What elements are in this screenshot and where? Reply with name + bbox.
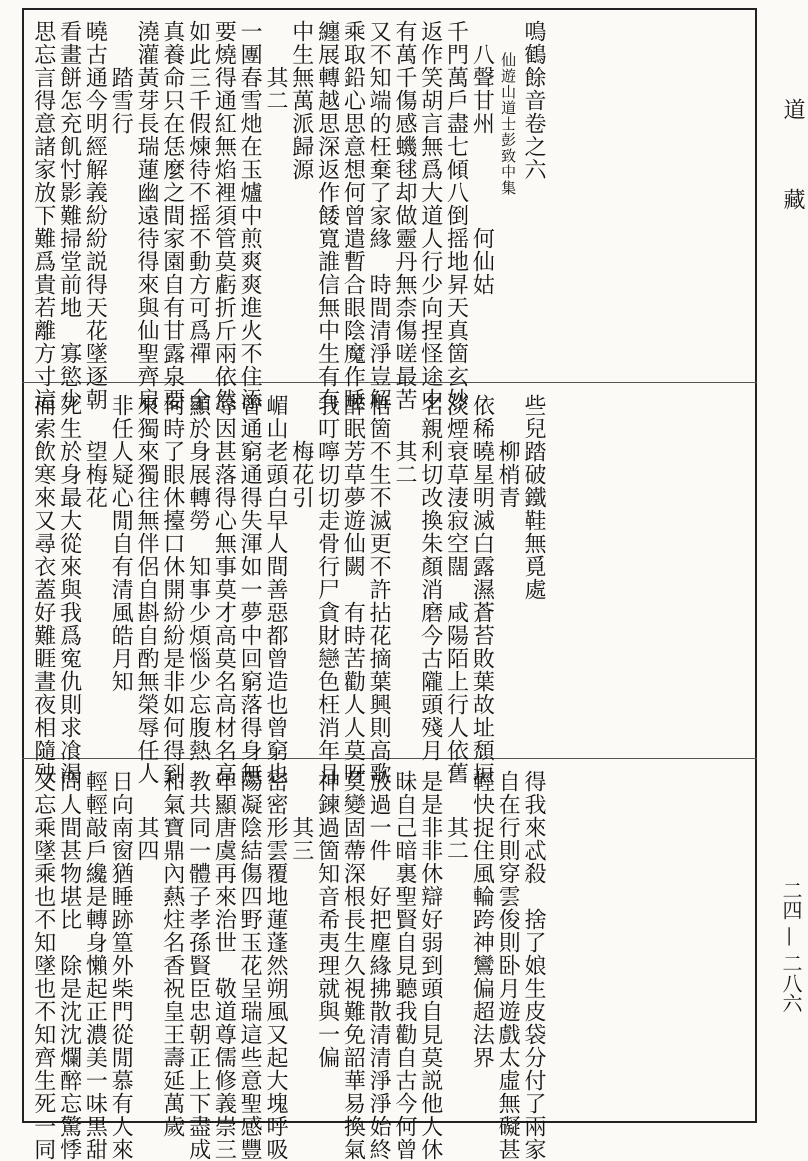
- text-column: 何時了眼休擡口休開紛紛是非如何得到: [159, 394, 185, 785]
- text-column: 悟箇不生不滅更不許拈花摘葉興則高歌: [366, 394, 392, 785]
- text-column: 又忘乘墜乘也不知墜也不知齊生死一同: [30, 770, 56, 1161]
- text-column: 輕輕敲戶纔是轉身懶起正濃美一味黒甜: [82, 770, 108, 1161]
- text-column: 其二: [443, 770, 469, 862]
- text-column: 曉古通今明經解義紛紛説得天花墜逐朝: [82, 20, 108, 411]
- text-column: 其四: [133, 770, 159, 862]
- text-column: 梅花引: [288, 394, 314, 509]
- text-column: 中生無萬派歸源: [288, 20, 314, 181]
- text-column: 陽凝陰結傷四野玉花呈瑞這些意聖感豐: [237, 770, 263, 1161]
- text-column: 淡煙衰草淒寂空闊 咸陽陌上行人依舊: [443, 394, 469, 785]
- text-column: 輕快捉住風輪跨神鸞偏超法界: [469, 770, 495, 1069]
- text-column: 得我來忒殺 捨了娘生皮袋分付了兩家: [520, 770, 546, 1161]
- text-panel-top: [30, 20, 750, 411]
- page-number: 二四 — 二八六: [779, 880, 803, 1013]
- text-column: 莫變固蔕深根長生久視難免韶華易換氣: [340, 770, 366, 1161]
- text-column: 昧自己暗裏聖賢自見聽我勸自古今何曾: [391, 770, 417, 1161]
- text-column: 乘取鉛心思意想何曾遣暫合眼陰魔作睡: [340, 20, 366, 411]
- text-column: 踏雪行: [108, 20, 134, 135]
- text-column: 如此三千假煉待不摇不動方可爲禪 全: [185, 20, 211, 411]
- text-column: 辱因甚落得心無事莫才高莫名高材名高: [211, 394, 237, 785]
- text-column: 來獨來獨往無伴侶自斟自酌無榮辱任人: [133, 394, 159, 785]
- text-column: 又不知端的枉棄了家緣 時間清淨豈解: [366, 20, 392, 411]
- text-column: 真養命只在恁麼之間家園自有甘露泉要: [159, 20, 185, 411]
- text-column: 密密形雲覆地蓮蓬然朔風又起大塊呼吸: [262, 770, 288, 1161]
- text-column: 名親利切改換朱顏消磨今古隴頭殘月: [417, 394, 443, 762]
- text-column: 醉眠芳草夢遊仙闕 有時苦勸人人莫呀: [340, 394, 366, 785]
- side-label-top: 道: [780, 98, 805, 120]
- text-column: 死生於身最大從來與我爲寃仇則求飡渴: [56, 394, 82, 785]
- column-group: [30, 394, 546, 785]
- text-column: 非任人疑心閒自有清風皓月知: [108, 394, 134, 693]
- text-column: 是是非非休辯好弱到頭自見莫説他人休: [417, 770, 443, 1161]
- text-column: 要燒得通紅無焰裡須管莫虧折斤兩依然: [211, 20, 237, 411]
- text-column: 澆灌黃芽長瑞蓮幽遠待得來與仙聖齊肩: [133, 20, 159, 411]
- text-column: 而索飲寒來又尋衣蓋好難睚晝夜相隨殃: [30, 394, 56, 785]
- text-panel-bottom: [30, 770, 750, 1161]
- text-column: 依稀曉星明滅白露濕蒼苔敗葉故址頹垣: [469, 394, 495, 785]
- text-column: 思忘言得意諸家放下難爲貴若離方寸這: [30, 20, 56, 411]
- text-column: 我叮嚀切切走骨行尸貪財戀色枉消年月: [314, 394, 340, 785]
- text-column: 仙遊山道士彭致中集: [499, 20, 518, 196]
- text-column: 和氣寶鼎內爇炷名香祝皇王壽延萬歲: [159, 770, 185, 1138]
- column-group: [30, 20, 546, 411]
- text-panel-middle: [30, 394, 750, 785]
- text-column: 放過一件 好把塵緣拂散清清淨淨始終: [366, 770, 392, 1161]
- text-column: 年顯唐虞再來治世 敬道尊儒修義崇三: [211, 770, 237, 1161]
- text-column: 問人間甚物堪比 除是沈沈爛醉忘驚悸: [56, 770, 82, 1161]
- text-column: 望梅花: [82, 394, 108, 509]
- side-label-bottom: 藏: [780, 188, 805, 210]
- text-column: 返作笑胡言無爲大道人行少向捏怪途中: [417, 20, 443, 411]
- text-column: 神鍊過箇知音希夷理就與一偏: [314, 770, 340, 1069]
- column-group: [30, 770, 546, 1161]
- text-column: 一團春雪灺在玉爐中煎爽爽進火不住添: [237, 20, 263, 411]
- text-column: 嵋山老頭白早人間善惡都曾造也曾窮也: [262, 394, 288, 785]
- text-column: 其二: [391, 394, 417, 486]
- text-column: 教共同一體子孝孫賢臣忠朝正上下盡成: [185, 770, 211, 1161]
- text-column: 日向南窗猶睡跡篁外柴門從閒慕有人來: [108, 770, 134, 1161]
- text-column: 八聲甘州 何仙姑: [469, 20, 495, 296]
- text-column: 曾通窮通得失渾如一夢中回窮落得身無: [237, 394, 263, 785]
- text-column: 其三: [288, 770, 314, 862]
- text-column: 千門萬戶盡七傾八倒摇地昇天真箇玄妙: [443, 20, 469, 411]
- text-column: 顯於身展轉勞 知事少煩惱少忘腹熱: [185, 394, 211, 762]
- text-column: 其二: [262, 20, 288, 112]
- text-column: 鳴鶴餘音卷之六: [520, 20, 546, 181]
- text-column: 些兒踏破鐵鞋無覓處: [520, 394, 546, 601]
- text-column: 纏展轉越思深返作餧寬誰信無中生有有: [314, 20, 340, 411]
- text-column: 柳梢青: [495, 394, 521, 509]
- text-column: 有萬千傷感蟣毬却做靈丹無柰傷嗟最苦: [391, 20, 417, 411]
- text-column: 看畫餅怎充飢忖影難掃堂前地 寡慾少: [56, 20, 82, 411]
- text-column: 自在行則穿雲俊則卧月遊戲太虛無礙甚: [495, 770, 521, 1161]
